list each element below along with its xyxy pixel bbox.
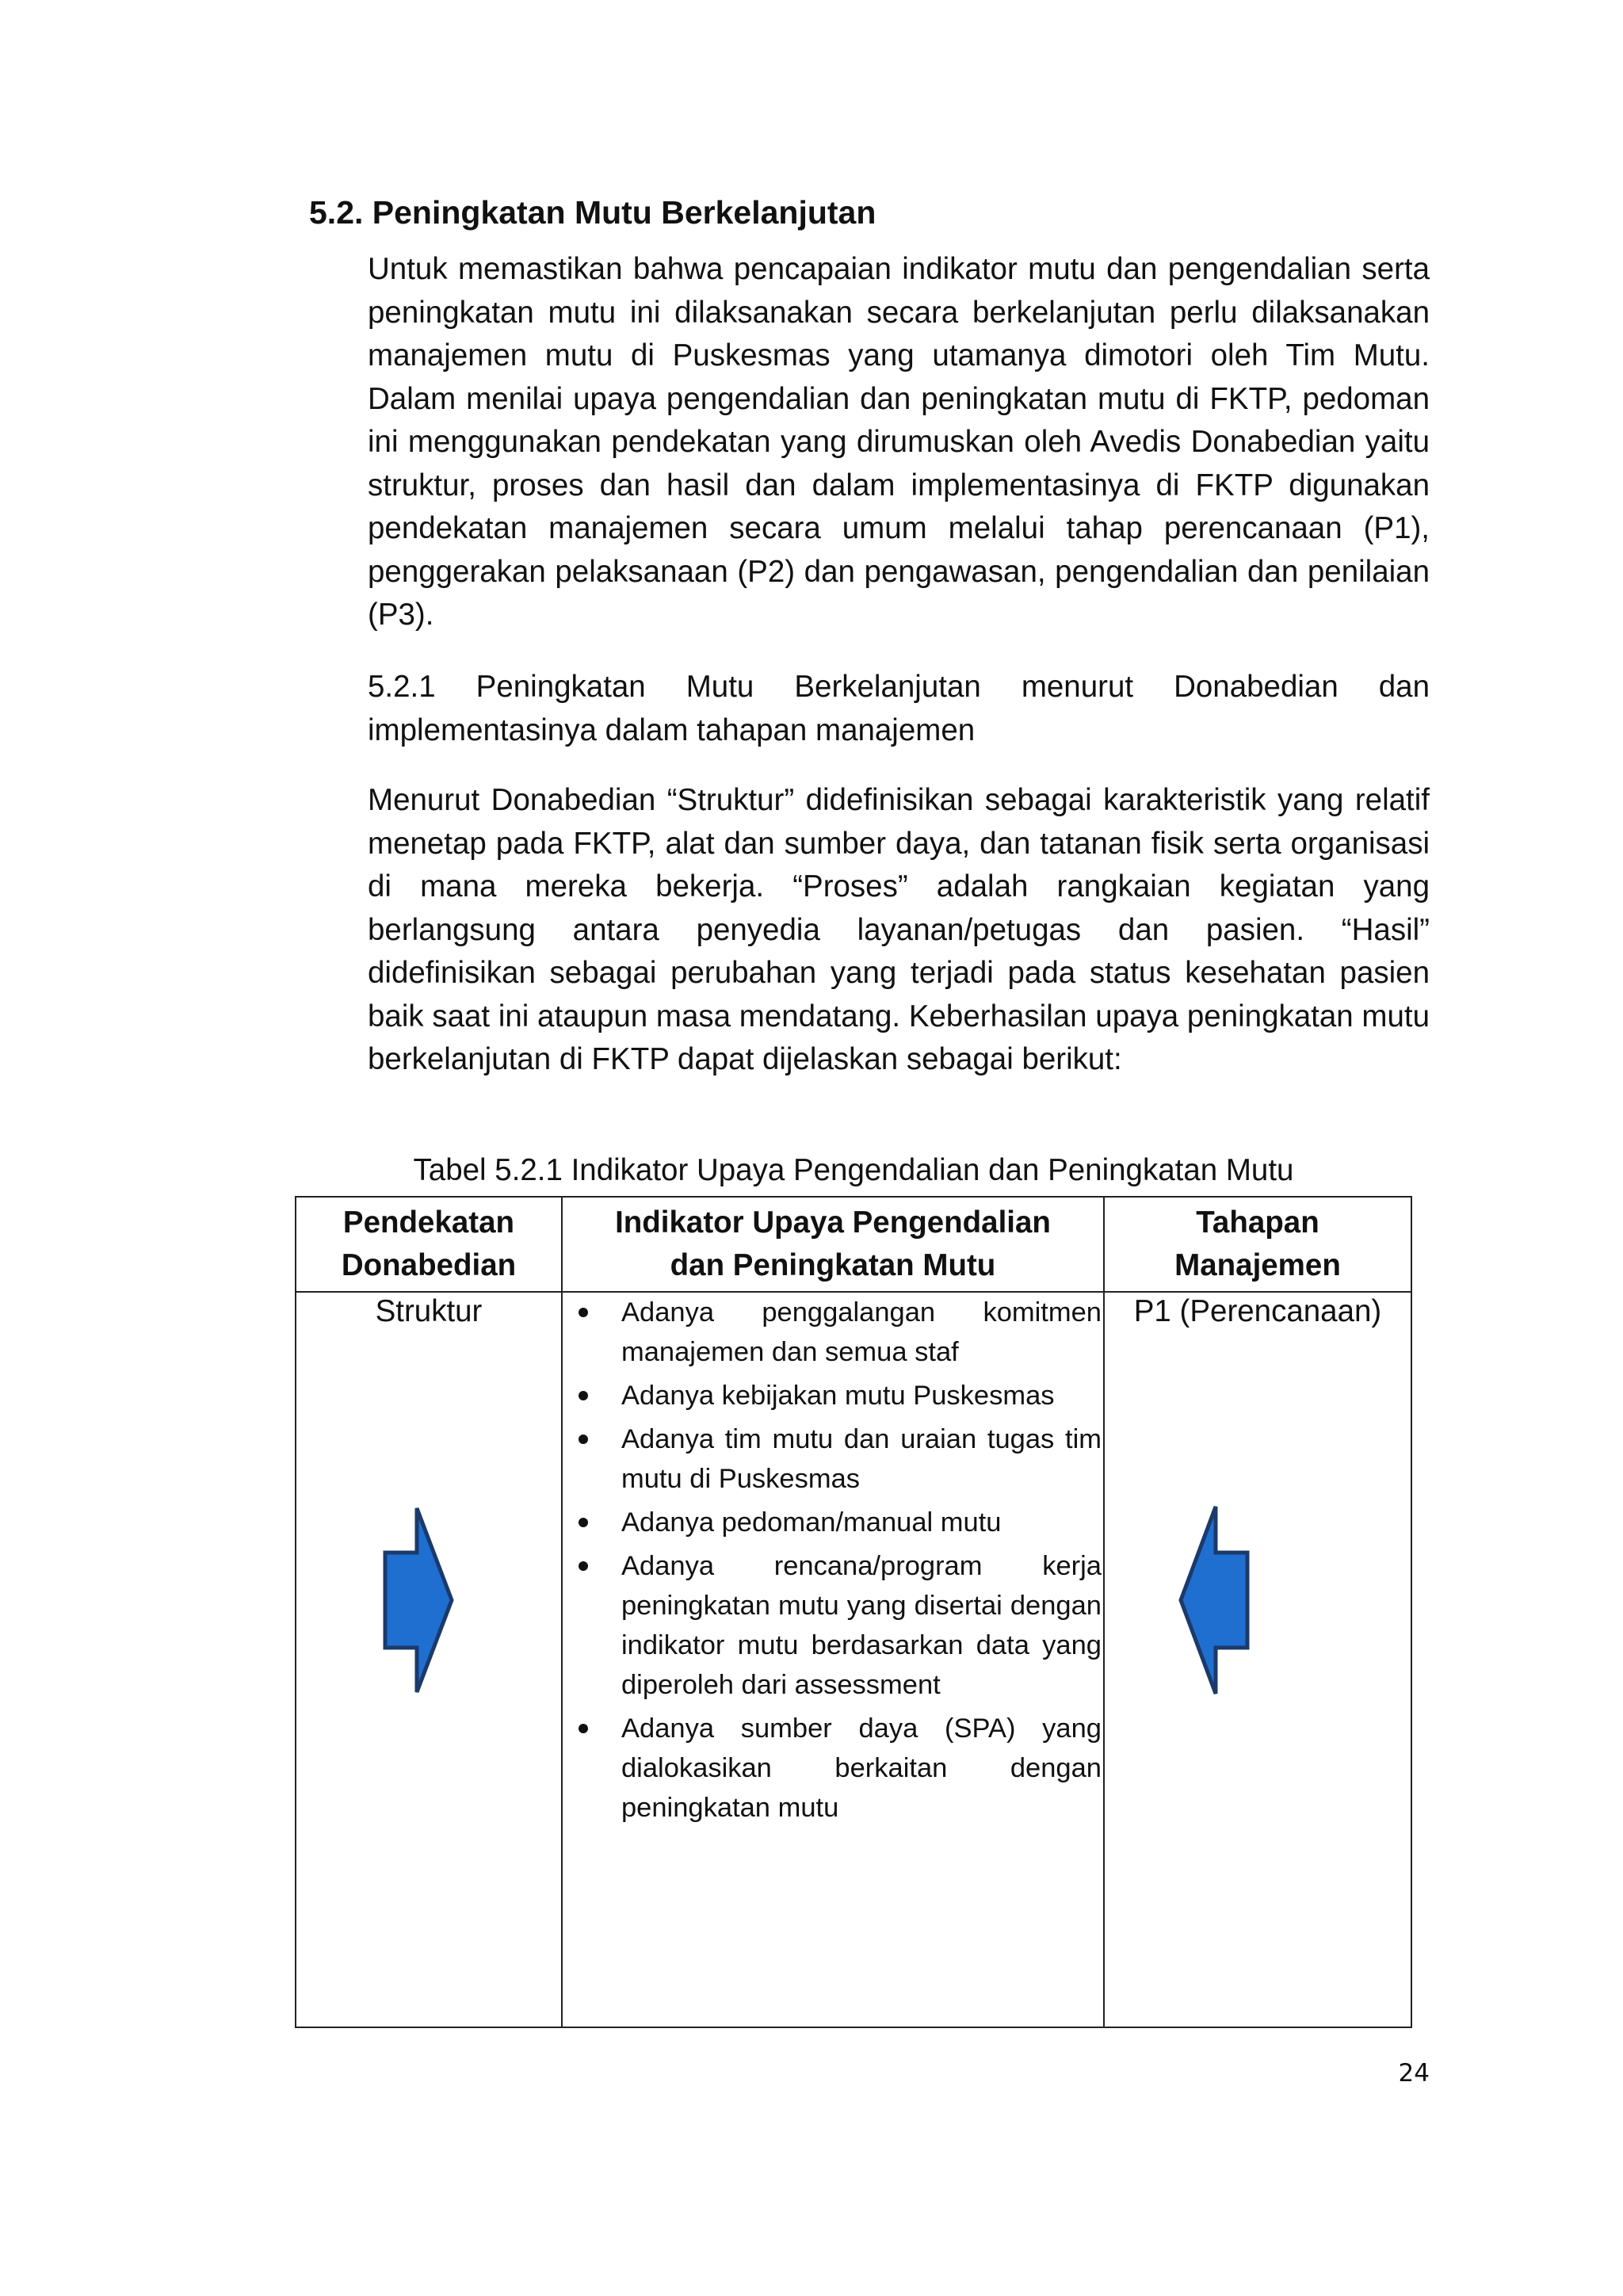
section-title: 5.2. Peningkatan Mutu Berkelanjutan [309,194,876,231]
header-indicators-line1: Indikator Upaya Pengendalian [615,1205,1051,1240]
header-indicators-line2: dan Peningkatan Mutu [670,1248,996,1282]
list-item: Adanya pedoman/manual mutu [563,1503,1102,1542]
header-indicators [563,1198,1103,1291]
page-number: 24 [1398,2059,1430,2088]
header-approach [296,1198,561,1291]
header-approach-line2: Donabedian [341,1248,517,1282]
approach-cell: Struktur [375,1294,483,1328]
indicator-list [563,1293,1102,1832]
header-stage [1105,1198,1411,1291]
subsection-heading: 5.2.1 Peningkatan Mutu Berkelanjutan menurut Donabedian dan implementasinya dalam tahapan manajemen [368,670,1430,747]
bullet-icon [579,1435,588,1444]
header-stage-line2: Manajemen [1174,1248,1341,1282]
bullet-icon [579,1724,588,1733]
bullet-icon [579,1518,588,1527]
table-caption: Tabel 5.2.1 Indikator Upaya Pengendalian dan Peningkatan Mutu [413,1153,1294,1187]
list-item: Adanya penggalangan komitmen manajemen dan semua staf [563,1293,1102,1372]
list-item: Adanya tim mutu dan uraian tugas tim mutu di Puskesmas [563,1419,1102,1499]
bullet-icon [579,1391,588,1400]
intro-paragraph: Untuk memastikan bahwa pencapaian indikator mutu dan pengendalian serta peningkatan mutu ini dilaksanakan secara berkelanjutan perlu dilaksanakan manajemen mutu di Puskesmas yang utamanya dimotori oleh Tim Mutu. Dalam menilai upaya pengendalian dan peningkatan mutu di FKTP, pedoman ini menggunakan pendekatan yang dirumuskan oleh Avedis Donabedian yaitu struktur, proses dan hasil dan dalam implementasinya di FKTP digunakan pendekatan manajemen secara umum melalui tahap perencanaan (P1), penggerakan pelaksanaan (P2) dan pengawasan, pengendalian dan penilaian (P3). [368,252,1430,632]
stage-cell: P1 (Perencanaan) [1133,1294,1382,1328]
header-stage-line1: Tahapan [1196,1205,1319,1240]
header-approach-line1: Pendekatan [342,1205,515,1240]
arrow-left-icon [1178,1503,1251,1697]
bullet-icon [579,1561,588,1571]
arrow-right-icon [382,1505,455,1695]
list-item: Adanya kebijakan mutu Puskesmas [563,1376,1102,1415]
definition-paragraph: Menurut Donabedian “Struktur” didefinisikan sebagai karakteristik yang relatif menetap pada FKTP, alat dan sumber daya, dan tatanan fisik serta organisasi di mana mereka bekerja. “Proses” adalah rangkaian kegiatan yang berlangsung antara penyedia layanan/petugas dan pasien. “Hasil” didefinisikan sebagai perubahan yang terjadi pada status kesehatan pasien baik saat ini ataupun masa mendatang. Keberhasilan upaya peningkatan mutu berkelanjutan di FKTP dapat dijelaskan sebagai berikut: [368,783,1430,1076]
list-item: Adanya sumber daya (SPA) yang dialokasikan berkaitan dengan peningkatan mutu [563,1709,1102,1828]
list-item: Adanya rencana/program kerja peningkatan mutu yang disertai dengan indikator mutu berdasarkan data yang diperoleh dari assessment [563,1546,1102,1705]
bullet-icon [579,1308,588,1317]
indicator-table [295,1196,1412,2028]
